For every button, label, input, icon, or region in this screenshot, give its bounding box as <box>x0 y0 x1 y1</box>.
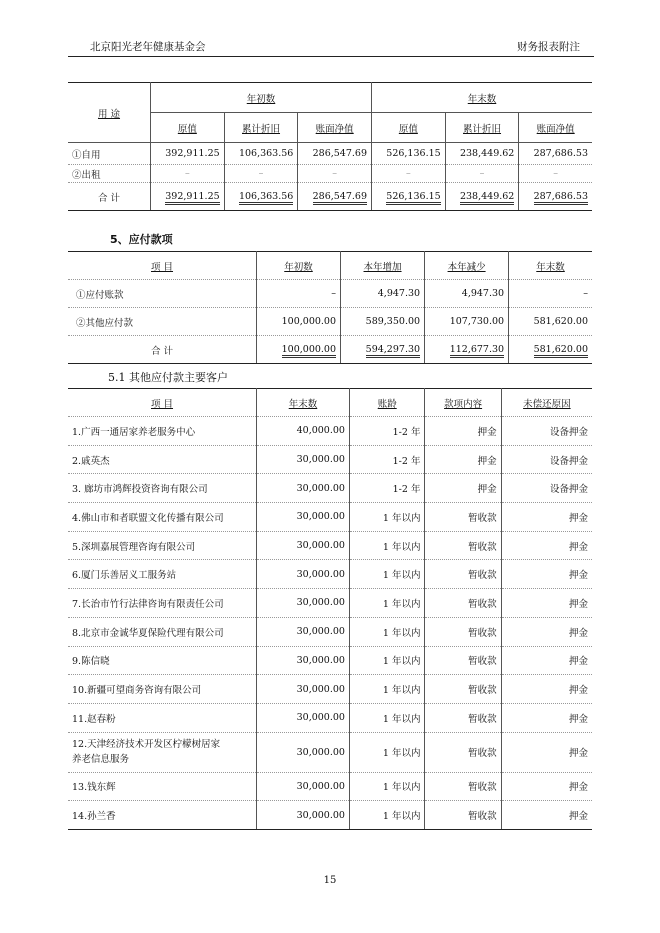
customer-name: 4.佛山市和者联盟文化传播有限公司 <box>68 503 257 532</box>
table-row <box>68 646 592 675</box>
cell-age: 1 年以内 <box>349 646 425 675</box>
customer-name: 6.厦门乐善居义工服务站 <box>68 560 257 589</box>
doc-title: 财务报表附注 <box>517 41 580 53</box>
cell-age: 1-2 年 <box>349 474 425 503</box>
customer-name: 10.新疆可望商务咨询有限公司 <box>68 675 257 704</box>
cell-reason: 押金 <box>501 589 592 618</box>
cell-amount: 30,000.00 <box>257 703 350 732</box>
cell-amount: 30,000.00 <box>257 772 350 801</box>
table-row <box>68 474 592 503</box>
customer-name: 9.陈信晓 <box>68 646 257 675</box>
org-name: 北京阳光老年健康基金会 <box>90 41 206 53</box>
usage-table <box>68 82 592 211</box>
col-header: 项 目 <box>68 389 257 417</box>
col-header: 款项内容 <box>425 389 501 417</box>
sub-header: 账面净值 <box>519 113 592 143</box>
col-header: 本年增加 <box>341 252 425 280</box>
cell-reason: 设备押金 <box>501 417 592 446</box>
cell-reason: 押金 <box>501 703 592 732</box>
cell-age: 1-2 年 <box>349 445 425 474</box>
table-row: ②其他应付款 100,000.00 589,350.00 107,730.00 581,620.00 <box>68 308 592 336</box>
customer-name: 14.孙兰香 <box>68 801 257 830</box>
table-row: ①应付账款 – 4,947.30 4,947.30 – <box>68 280 592 308</box>
cell-content: 暂收款 <box>425 560 501 589</box>
cell-age: 1 年以内 <box>349 503 425 532</box>
cell-content: 暂收款 <box>425 732 501 772</box>
table-row <box>68 732 592 772</box>
table-row <box>68 772 592 801</box>
table-row: ②出租 – – – – – – <box>68 165 592 183</box>
cell-reason: 设备押金 <box>501 445 592 474</box>
sub-header: 原值 <box>151 113 225 143</box>
table-row <box>68 417 592 446</box>
col-header: 本年减少 <box>425 252 509 280</box>
table-row <box>68 589 592 618</box>
group-end: 年末数 <box>372 83 592 113</box>
cell-amount: 30,000.00 <box>257 474 350 503</box>
cell-content: 暂收款 <box>425 646 501 675</box>
section-title-5: 5、应付款项 <box>110 233 173 246</box>
cell-content: 暂收款 <box>425 772 501 801</box>
customer-name-cont: 养老信息服务 <box>72 754 130 766</box>
col-header: 年末数 <box>509 252 592 280</box>
page-number: 15 <box>323 875 337 886</box>
table-row <box>68 703 592 732</box>
sub-header: 累计折旧 <box>224 113 298 143</box>
cell-reason: 设备押金 <box>501 474 592 503</box>
cell-content: 暂收款 <box>425 589 501 618</box>
cell-amount: 40,000.00 <box>257 417 350 446</box>
customer-name: 7.长治市竹行法律咨询有限责任公司 <box>68 589 257 618</box>
cell-content: 暂收款 <box>425 675 501 704</box>
col-header: 年末数 <box>257 389 350 417</box>
cell-reason: 押金 <box>501 801 592 830</box>
sub-header: 累计折旧 <box>445 113 519 143</box>
table-row <box>68 445 592 474</box>
cell-content: 押金 <box>425 417 501 446</box>
customer-name: 1.广西一通居家养老服务中心 <box>68 417 257 446</box>
cell-reason: 押金 <box>501 617 592 646</box>
cell-content: 押金 <box>425 474 501 503</box>
cell-age: 1 年以内 <box>349 732 425 772</box>
group-begin: 年初数 <box>151 83 372 113</box>
cell-content: 暂收款 <box>425 801 501 830</box>
cell-reason: 押金 <box>501 646 592 675</box>
cell-amount: 30,000.00 <box>257 531 350 560</box>
cell-age: 1 年以内 <box>349 703 425 732</box>
cell-content: 押金 <box>425 445 501 474</box>
table-row <box>68 801 592 830</box>
col-header: 账龄 <box>349 389 425 417</box>
customer-name: 12.天津经济技术开发区柠檬树居家 <box>72 739 221 751</box>
customers-table <box>68 388 592 830</box>
col-header: 项 目 <box>68 252 257 280</box>
cell-content: 暂收款 <box>425 617 501 646</box>
customer-name: 2.戚英杰 <box>68 445 257 474</box>
table-row <box>68 503 592 532</box>
table-row: ①自用 392,911.25 106,363.56 286,547.69 526,136.15 238,449.62 287,686.53 <box>68 143 592 165</box>
table-row <box>68 617 592 646</box>
customer-name: 8.北京市金诚华夏保险代理有限公司 <box>68 617 257 646</box>
table-row <box>68 531 592 560</box>
cell-age: 1 年以内 <box>349 560 425 589</box>
cell-amount: 30,000.00 <box>257 617 350 646</box>
cell-amount: 30,000.00 <box>257 503 350 532</box>
cell-age: 1 年以内 <box>349 531 425 560</box>
section-title-5-1: 5.1 其他应付款主要客户 <box>108 371 228 384</box>
cell-reason: 押金 <box>501 560 592 589</box>
cell-content: 暂收款 <box>425 503 501 532</box>
cell-amount: 30,000.00 <box>257 445 350 474</box>
sub-header: 原值 <box>372 113 446 143</box>
payables-table <box>68 251 592 364</box>
cell-amount: 30,000.00 <box>257 589 350 618</box>
cell-age: 1 年以内 <box>349 589 425 618</box>
customer-name: 3. 廊坊市鸿辉投资咨询有限公司 <box>68 474 257 503</box>
cell-amount: 30,000.00 <box>257 646 350 675</box>
col-usage: 用 途 <box>68 83 151 143</box>
page-header <box>68 36 594 57</box>
cell-age: 1-2 年 <box>349 417 425 446</box>
cell-age: 1 年以内 <box>349 675 425 704</box>
total-row: 合 计 100,000.00 594,297.30 112,677.30 581,620.00 <box>68 336 592 364</box>
col-header: 年初数 <box>257 252 341 280</box>
col-header: 未偿还原因 <box>501 389 592 417</box>
cell-reason: 押金 <box>501 531 592 560</box>
cell-reason: 押金 <box>501 503 592 532</box>
sub-header: 账面净值 <box>298 113 372 143</box>
cell-amount: 30,000.00 <box>257 560 350 589</box>
cell-reason: 押金 <box>501 675 592 704</box>
cell-amount: 30,000.00 <box>257 801 350 830</box>
cell-amount: 30,000.00 <box>257 732 350 772</box>
cell-age: 1 年以内 <box>349 617 425 646</box>
customer-name: 5.深圳嘉展管理咨询有限公司 <box>68 531 257 560</box>
cell-amount: 30,000.00 <box>257 675 350 704</box>
cell-reason: 押金 <box>501 732 592 772</box>
cell-age: 1 年以内 <box>349 801 425 830</box>
cell-content: 暂收款 <box>425 703 501 732</box>
customer-name: 13.钱东辉 <box>68 772 257 801</box>
cell-content: 暂收款 <box>425 531 501 560</box>
cell-age: 1 年以内 <box>349 772 425 801</box>
total-row: 合 计 392,911.25 106,363.56 286,547.69 526,136.15 238,449.62 287,686.53 <box>68 183 592 211</box>
table-row <box>68 560 592 589</box>
cell-reason: 押金 <box>501 772 592 801</box>
table-row <box>68 675 592 704</box>
customer-name: 11.赵春粉 <box>68 703 257 732</box>
